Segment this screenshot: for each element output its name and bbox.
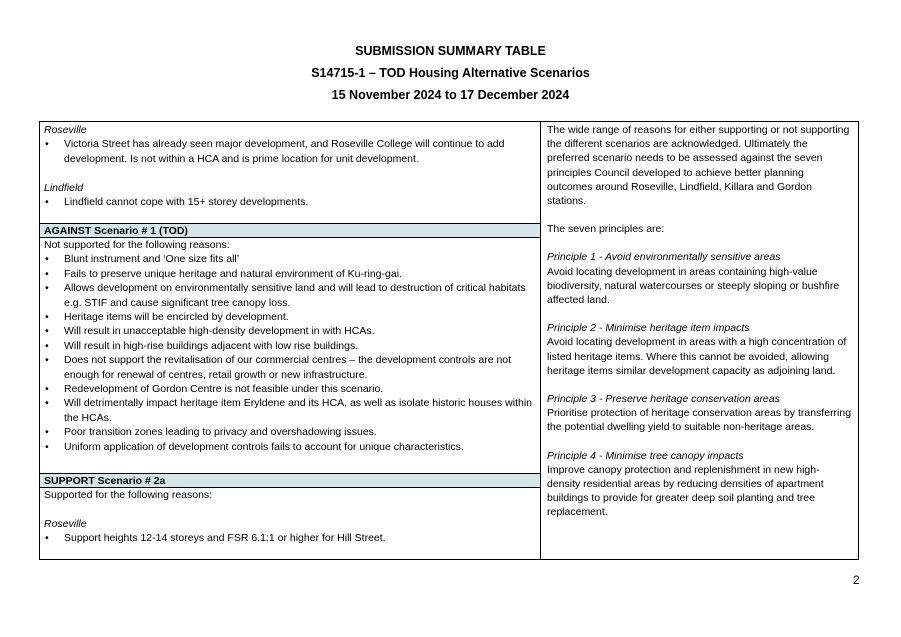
list-item: • Will result in unacceptable high-density development in with HCAs. xyxy=(40,324,540,338)
principle-text: Prioritise protection of heritage conservation areas by transferring the potential dwelling yield to suitable non-heritage areas. xyxy=(547,407,852,434)
list-item: • Redevelopment of Gordon Centre is not feasible under this scenario. xyxy=(40,382,540,396)
principle-1 xyxy=(541,250,858,307)
support-section xyxy=(40,488,540,546)
principle-text: Avoid locating development in areas with a high concentration of listed heritage items. Where this cannot be avoided, allowing heritage items similar development capacity as adjoining land. xyxy=(547,336,847,377)
document-title: SUBMISSION SUMMARY TABLE xyxy=(355,44,546,58)
list-item: • Fails to preserve unique heritage and natural environment of Ku-ring-gai. xyxy=(40,267,540,281)
support-list xyxy=(40,531,540,545)
document-subtitle: S14715-1 – TOD Housing Alternative Scenarios xyxy=(311,66,590,80)
lindfield-label: Lindfield xyxy=(44,181,84,194)
against-scenario-1-heading: AGAINST Scenario # 1 (TOD) xyxy=(40,223,540,238)
principle-text: Improve canopy protection and replenishment in new high-density residential areas by reducing densities of apartment buildings to provide for greater deep soil planting and tree replacement. xyxy=(547,463,824,519)
response-intro: The wide range of reasons for either supporting or not supporting the different scenarios are acknowledged. Ultimately the preferred scenario needs to be assessed against the seven principles Council developed to achieve better planning outcomes around Roseville, Lindfield, Killara and Gordon stations. xyxy=(547,124,850,208)
list-item: • Allows development on environmentally sensitive land and will lead to destruction of critical habitats e.g. STIF and cause significant tree canopy loss. xyxy=(40,281,540,310)
support-scenario-2a-heading: SUPPORT Scenario # 2a xyxy=(40,473,540,488)
page-number: 2 xyxy=(853,573,860,587)
principle-text: Avoid locating development in areas containing high-value biodiversity, natural watercourses or steeply sloping or bushfire affected land. xyxy=(547,265,840,307)
document-dates: 15 November 2024 to 17 December 2024 xyxy=(331,88,570,102)
list-item: • Heritage items will be encircled by development. xyxy=(40,310,540,324)
against-list xyxy=(40,252,540,454)
principle-4 xyxy=(541,449,858,520)
list-item: • Uniform application of development controls fails to account for unique characteristics. xyxy=(40,440,540,454)
list-item: • Will detrimentally impact heritage item Eryldene and its HCA, as well as isolate historic houses within the HCAs. xyxy=(40,396,540,425)
submissions-column xyxy=(40,122,540,559)
list-item: • Blunt instrument and ‘One size fits all’ xyxy=(40,252,540,266)
roseville-list xyxy=(40,137,540,166)
principle-3 xyxy=(541,392,858,435)
list-item: • Support heights 12-14 storeys and FSR 6.1:1 or higher for Hill Street. xyxy=(40,531,540,545)
support-lead: Supported for the following reasons: xyxy=(44,489,213,501)
principle-2 xyxy=(541,321,858,378)
response-column xyxy=(541,122,858,559)
list-item: • Will result in high-rise buildings adjacent with low rise buildings. xyxy=(40,339,540,353)
against-section xyxy=(40,238,540,454)
list-item: • Does not support the revitalisation of our commercial centres – the development controls are not enough for renewal of centres, retail growth or new infrastructure. xyxy=(40,353,540,382)
summary-table xyxy=(39,121,859,560)
list-item: • Lindfield cannot cope with 15+ storey developments. xyxy=(40,195,540,209)
principle-title: Principle 3 - Preserve heritage conservation areas xyxy=(547,393,780,406)
principles-lead: The seven principles are: xyxy=(547,223,665,236)
roseville-label: Roseville xyxy=(44,517,87,530)
roseville-label: Roseville xyxy=(44,124,87,136)
against-lead: Not supported for the following reasons: xyxy=(44,239,230,251)
principle-title: Principle 4 - Minimise tree canopy impacts xyxy=(547,449,744,462)
intro-section xyxy=(40,123,540,209)
principle-title: Principle 2 - Minimise heritage item impacts xyxy=(547,322,750,335)
lindfield-list xyxy=(40,195,540,209)
list-item: • Poor transition zones leading to privacy and overshadowing issues. xyxy=(40,425,540,439)
principle-title: Principle 1 - Avoid environmentally sensitive areas xyxy=(547,251,781,264)
list-item: • Victoria Street has already seen major development, and Roseville College will continue to add development. Is not within a HCA and is prime location for unit development. xyxy=(40,137,540,166)
